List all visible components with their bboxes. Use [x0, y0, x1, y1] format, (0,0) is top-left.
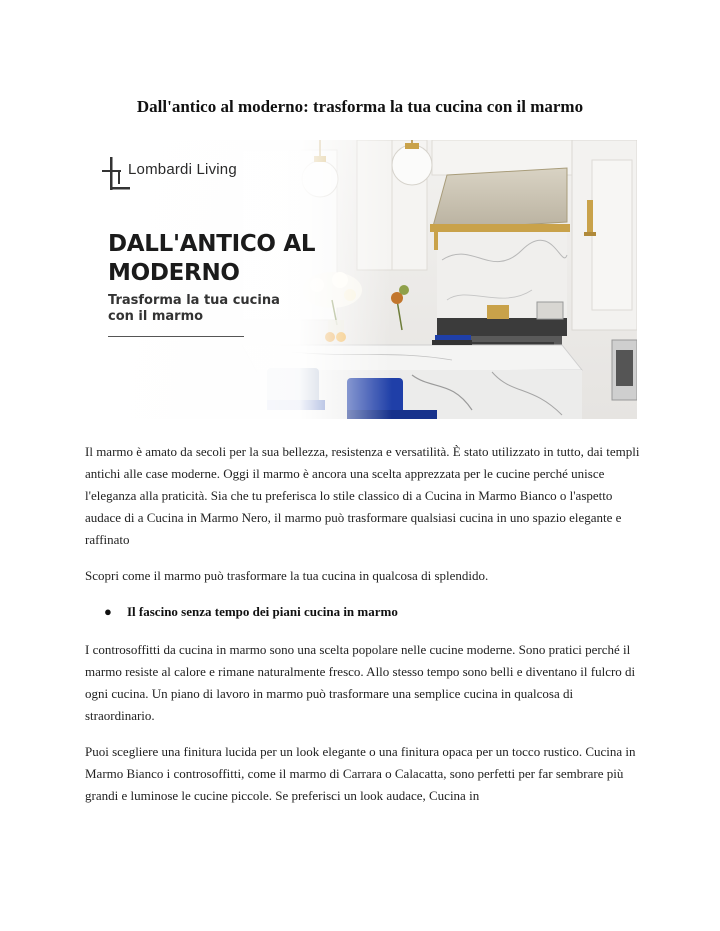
paragraph-discover: [85, 565, 640, 587]
paragraph-countertops: [85, 639, 640, 727]
hero-divider: [108, 336, 244, 337]
paragraph-discover-text: Scopri come il marmo può trasformare la tua cucina in qualcosa di splendido.: [85, 568, 489, 583]
bullet-heading: Il fascino senza tempo dei piani cucina in marmo: [127, 604, 398, 619]
paragraph-finish: [85, 741, 640, 807]
paragraph-finish-text: Puoi scegliere una finitura lucida per un look elegante o una finitura opaca per un tocco rustico. Cucina in Marmo Bianco i controsoffitti, come il marmo di Carrara o Calacatta, sono perfetti per far sembrare più grandi e luminose le cucine piccole. Se preferisci un look audace, Cucina in: [85, 744, 636, 803]
hero-subheading-line2: con il marmo: [108, 309, 204, 324]
hero-subheading-line1: Trasforma la tua cucina: [108, 293, 280, 308]
paragraph-intro: [85, 441, 640, 551]
paragraph-countertops-text: I controsoffitti da cucina in marmo sono una scelta popolare nelle cucine moderne. Sono pratici perché il marmo resiste al calore e rimane naturalmente fresco. Allo stesso tempo sono belli e diventano il fulcro di ogni cucina. Un piano di lavoro in marmo può trasformare una semplice cucina in qualcosa di straordinario.: [85, 642, 636, 723]
hero-subheading: [108, 293, 308, 325]
brand-name: Lombardi Living: [128, 161, 237, 178]
hero-heading: [108, 230, 348, 288]
hero-heading-line2: MODERNO: [108, 260, 240, 286]
paragraph-intro-text: Il marmo è amato da secoli per la sua bellezza, resistenza e versatilità. È stato utilizzato in tutto, dai templi antichi alle case moderne. Oggi il marmo è ancora una scelta apprezzata per le cucine perché unisce l'eleganza alla praticità. Sia che tu preferisca lo stile classico di a Cucina in Marmo Bianco o l'aspetto audace di a Cucina in Marmo Nero, il marmo può trasformare qualsiasi cucina in uno spazio elegante e raffinato: [85, 444, 640, 547]
bullet-dot-icon: ●: [104, 604, 112, 619]
hero-heading-line1: DALL'ANTICO AL: [108, 231, 316, 257]
hero-banner-image: [92, 140, 637, 419]
page-title: Dall'antico al moderno: trasforma la tua cucina con il marmo: [136, 97, 584, 116]
